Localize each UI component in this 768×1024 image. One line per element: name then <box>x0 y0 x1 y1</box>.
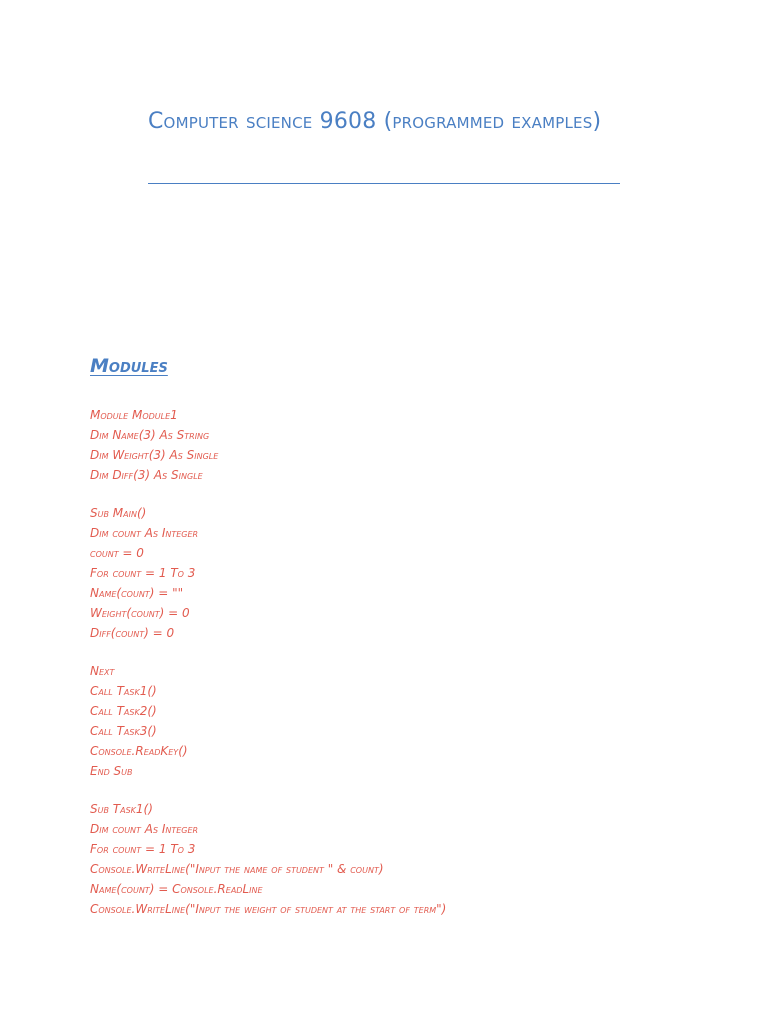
code-line: Name(count) = Console.ReadLine <box>90 882 263 896</box>
code-line: End Sub <box>90 764 133 778</box>
code-line: Call Task3() <box>90 724 157 738</box>
code-line: Module Module1 <box>90 408 178 422</box>
code-line: Dim Diff(3) As Single <box>90 468 203 482</box>
code-line: Dim Name(3) As String <box>90 428 210 442</box>
title-underline-rule <box>148 183 620 184</box>
code-line: For count = 1 To 3 <box>90 566 196 580</box>
code-line: Console.ReadKey() <box>90 744 188 758</box>
code-line: Console.WriteLine("Input the name of student " & count) <box>90 862 384 876</box>
code-line: Call Task1() <box>90 684 157 698</box>
code-line: Sub Task1() <box>90 802 153 816</box>
section-heading-modules: Modules <box>90 355 168 377</box>
code-line: Sub Main() <box>90 506 147 520</box>
code-line-blank <box>90 781 730 799</box>
code-line-blank <box>90 643 730 661</box>
code-line: Weight(count) = 0 <box>90 606 190 620</box>
code-line: Dim count As Integer <box>90 822 199 836</box>
code-line: For count = 1 To 3 <box>90 842 196 856</box>
code-line: Dim Weight(3) As Single <box>90 448 219 462</box>
code-line: Diff(count) = 0 <box>90 626 175 640</box>
code-line-blank <box>90 485 730 503</box>
code-line: Call Task2() <box>90 704 157 718</box>
code-line: Next <box>90 664 115 678</box>
code-line: Name(count) = "" <box>90 586 184 600</box>
code-block <box>90 405 730 919</box>
document-title: Computer science 9608 (programmed examples) <box>148 109 602 134</box>
code-line: Dim count As Integer <box>90 526 199 540</box>
code-line: Console.WriteLine("Input the weight of student at the start of term") <box>90 902 447 916</box>
code-line: count = 0 <box>90 546 144 560</box>
